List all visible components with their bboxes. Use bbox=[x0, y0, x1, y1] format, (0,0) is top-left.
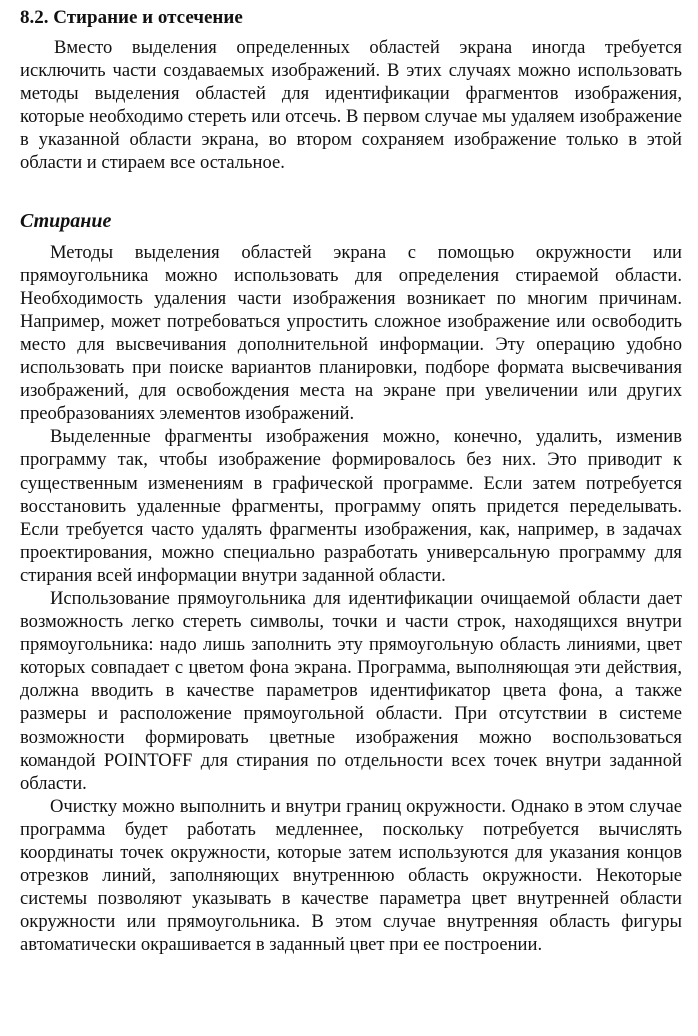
document-page bbox=[20, 6, 682, 956]
paragraph-1: Методы выделения областей экрана с помощью окружности или прямоугольника можно использовать для определения стираемой области. Необходимость удаления части изображения возникает по многим причинам. Например, может потребоваться упростить сложное изображение или освободить место для высвечивания дополнительной информации. Эту операцию удобно использовать при поиске вариантов планировки, подборе формата высвечивания изображений, для освобождения места на экране при увеличении или других преобразованиях элементов изображений. bbox=[20, 241, 682, 425]
subsection-heading: Стирание bbox=[20, 209, 112, 232]
intro-paragraph: Вместо выделения определенных областей экрана иногда требуется исключить части создаваемых изображений. В этих случаях можно использовать методы выделения областей для идентификации фрагментов изображения, которые необходимо стереть или отсечь. В первом случае мы удаляем изображение в указанной области экрана, во втором сохраняем изображение только в этой области и стираем все остальное. bbox=[20, 37, 682, 174]
paragraph-4: Очистку можно выполнить и внутри границ окружности. Однако в этом случае программа будет работать медленнее, поскольку потребуется вычислять координаты точек окружности, которые затем используются для указания концов отрезков линий, заполняющих внутреннюю область окружности. Некоторые системы позволяют указывать в качестве параметра цвет внутренней области окружности или прямоугольника. В этом случае внутренняя область фигуры автоматически окрашивается в заданный цвет при ее построении. bbox=[20, 795, 682, 956]
paragraph-3: Использование прямоугольника для идентификации очищаемой области дает возможность легко стереть символы, точки и части строк, находящихся внутри прямоугольника: надо лишь заполнить эту прямоугольную область линиями, цвет которых совпадает с цветом фона экрана. Программа, выполняющая эти действия, должна вводить в качестве параметров идентификатор цвета фона, а также размеры и расположение прямоугольной области. При отсутствии в системе возможности формировать цветные изображения можно воспользоваться командой POINTOFF для стирания по отдельности всех точек внутри заданной области. bbox=[20, 587, 682, 794]
paragraph-2: Выделенные фрагменты изображения можно, конечно, удалить, изменив программу так, чтобы изображение формировалось без них. Это приводит к существенным изменениям в графической программе. Если затем потребуется восстановить удаленные фрагменты, программу опять придется переделывать. Если требуется часто удалять фрагменты изображения, как, например, в задачах проектирования, можно специально разработать универсальную программу для стирания всей информации внутри заданной области. bbox=[20, 426, 682, 586]
section-title: 8.2. Стирание и отсечение bbox=[20, 7, 243, 28]
